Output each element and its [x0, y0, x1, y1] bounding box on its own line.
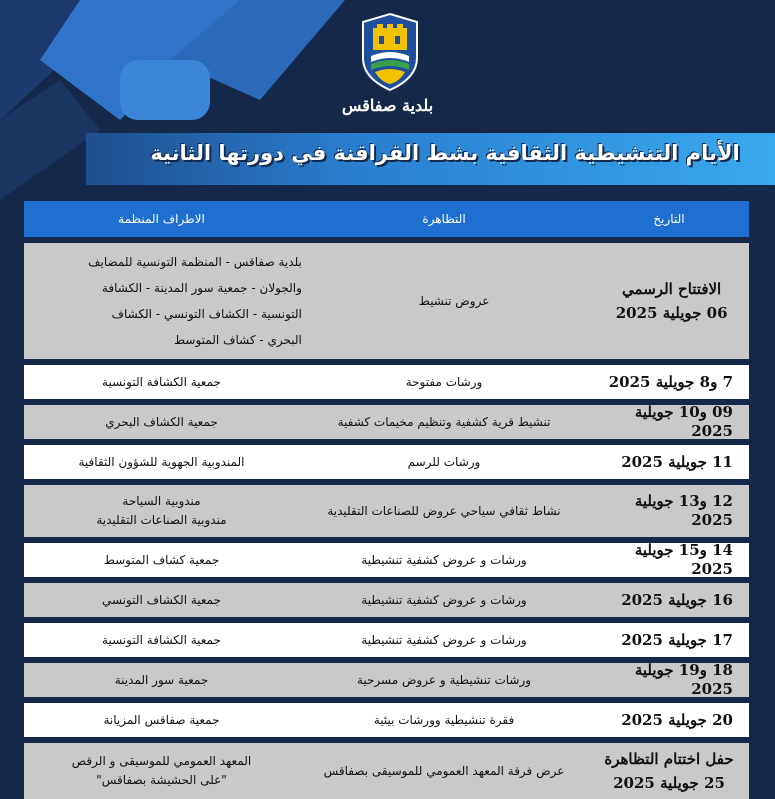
row-event-text: ورشات و عروض كشفية تنشيطية	[361, 592, 527, 607]
table-row	[24, 623, 749, 657]
row-date-line: 06 جويلية 2025	[615, 304, 728, 322]
row-organizer-line: جمعية الكشافة التونسية	[102, 632, 221, 647]
row-event-text: ورشات و عروض كشفية تنشيطية	[361, 552, 527, 567]
row-date	[589, 747, 749, 795]
header-date: التاريخ	[653, 212, 685, 226]
row-date-line: 20 جويلية 2025	[621, 710, 733, 729]
row-date-line: 12 و13 جويلية 2025	[634, 492, 733, 529]
row-event	[299, 453, 589, 472]
table-row	[24, 445, 749, 479]
header-event: التظاهرة	[422, 212, 466, 226]
row-organizer-line: "على الحشيشة بصفاقس"	[96, 773, 227, 787]
row-date	[589, 631, 749, 650]
row-organizer-line: بلدية صفاقس - المنظمة التونسية للمضايف	[88, 255, 302, 269]
row-event-text: ورشات مفتوحة	[405, 374, 483, 389]
row-date	[589, 711, 749, 730]
row-organizer-line: المعهد العمومي للموسيقى و الرقص	[71, 754, 252, 768]
row-event-text: عرض فرقة المعهد العمومي للموسيقى بصفاقس	[323, 763, 565, 778]
row-organizer-line: جمعية سور المدينة	[114, 672, 209, 687]
schedule-table	[24, 201, 749, 799]
row-organizers	[24, 453, 299, 472]
row-date-line: 11 جويلية 2025	[621, 452, 733, 471]
table-row	[24, 583, 749, 617]
row-event-text: فقرة تنشيطية وورشات بيئية	[373, 712, 515, 727]
table-row	[24, 365, 749, 399]
row-organizer-line: مندوبية السياحة	[122, 494, 201, 508]
row-organizers	[24, 413, 299, 432]
row-date-line: 17 جويلية 2025	[621, 630, 733, 649]
row-event	[299, 373, 589, 392]
row-date-line: 09 و10 جويلية 2025	[634, 403, 733, 440]
row-event-text: ورشات تنشيطية و عروض مسرحية	[356, 672, 532, 687]
table-row	[24, 405, 749, 439]
row-organizer-line: جمعية الكشاف التونسي	[101, 592, 222, 607]
row-organizer-line: جمعية كشاف المتوسط	[103, 552, 220, 567]
table-row	[24, 663, 749, 697]
row-event	[314, 292, 594, 311]
row-organizers	[24, 711, 299, 730]
row-date-line: 14 و15 جويلية 2025	[634, 541, 733, 578]
page-title: الأيام التنشيطية الثقافية بشط القراقنة في دورتها الثانية	[150, 141, 740, 165]
row-organizer-line: جمعية الكشاف البحري	[105, 414, 218, 429]
row-event	[299, 671, 589, 690]
row-organizers	[24, 671, 299, 690]
row-date	[589, 591, 749, 610]
table-row	[24, 243, 749, 359]
header	[0, 0, 775, 130]
row-date	[589, 453, 749, 472]
row-event-text: تنشيط قرية كشفية وتنظيم مخيمات كشفية	[337, 414, 551, 429]
row-event-text: ورشات و عروض كشفية تنشيطية	[361, 632, 527, 647]
row-date	[594, 277, 749, 325]
row-event	[299, 502, 589, 521]
row-date	[589, 492, 749, 530]
row-event	[299, 631, 589, 650]
row-event	[299, 711, 589, 730]
row-organizers	[24, 492, 299, 530]
row-date-line: 7 و8 جويلية 2025	[608, 372, 733, 391]
row-date	[589, 373, 749, 392]
row-organizer-line: التونسية - الكشاف التونسي - الكشاف	[111, 307, 302, 321]
header-organizers: الاطراف المنظمة	[118, 212, 205, 226]
table-row	[24, 485, 749, 537]
row-event	[299, 591, 589, 610]
row-organizers	[24, 373, 299, 392]
table-row	[24, 543, 749, 577]
row-organizer-line: والجولان - جمعية سور المدينة - الكشافة	[101, 281, 302, 295]
row-organizer-line: المندوبية الجهوية للشؤون الثقافية	[78, 454, 245, 469]
sfax-municipality-logo-icon	[359, 12, 421, 92]
row-date-line: 16 جويلية 2025	[621, 590, 733, 609]
row-organizer-line: مندوبية الصناعات التقليدية	[96, 513, 227, 527]
row-organizers	[24, 551, 299, 570]
row-event-text: ورشات للرسم	[407, 454, 481, 469]
row-organizers	[24, 752, 299, 790]
row-event	[299, 762, 589, 781]
row-organizers	[24, 249, 314, 353]
row-event-text: عروض تنشيط	[418, 293, 490, 308]
title-band	[86, 133, 775, 185]
row-organizer-line: البحري - كشاف المتوسط	[174, 333, 302, 347]
row-event	[299, 551, 589, 570]
row-organizer-line: جمعية الكشافة التونسية	[102, 374, 221, 389]
row-date	[589, 661, 749, 699]
row-date-line: الافتتاح الرسمي	[622, 280, 722, 298]
table-row	[24, 703, 749, 737]
row-organizers	[24, 591, 299, 610]
table-row	[24, 743, 749, 799]
row-organizer-line: جمعية صفاقس المزيانة	[103, 712, 220, 727]
table-header-row	[24, 201, 749, 237]
row-date	[589, 541, 749, 579]
row-date-line: 25 جويلية 2025	[613, 774, 725, 792]
row-event-text: نشاط ثقافي سياحي عروض للصناعات التقليدية	[327, 503, 561, 518]
row-event	[299, 413, 589, 432]
row-date	[589, 403, 749, 441]
row-date-line: حفل اختتام التظاهرة	[604, 750, 734, 768]
row-organizers	[24, 631, 299, 650]
row-date-line: 18 و19 جويلية 2025	[634, 661, 733, 698]
city-name: بلدية صفاقس	[341, 96, 434, 115]
